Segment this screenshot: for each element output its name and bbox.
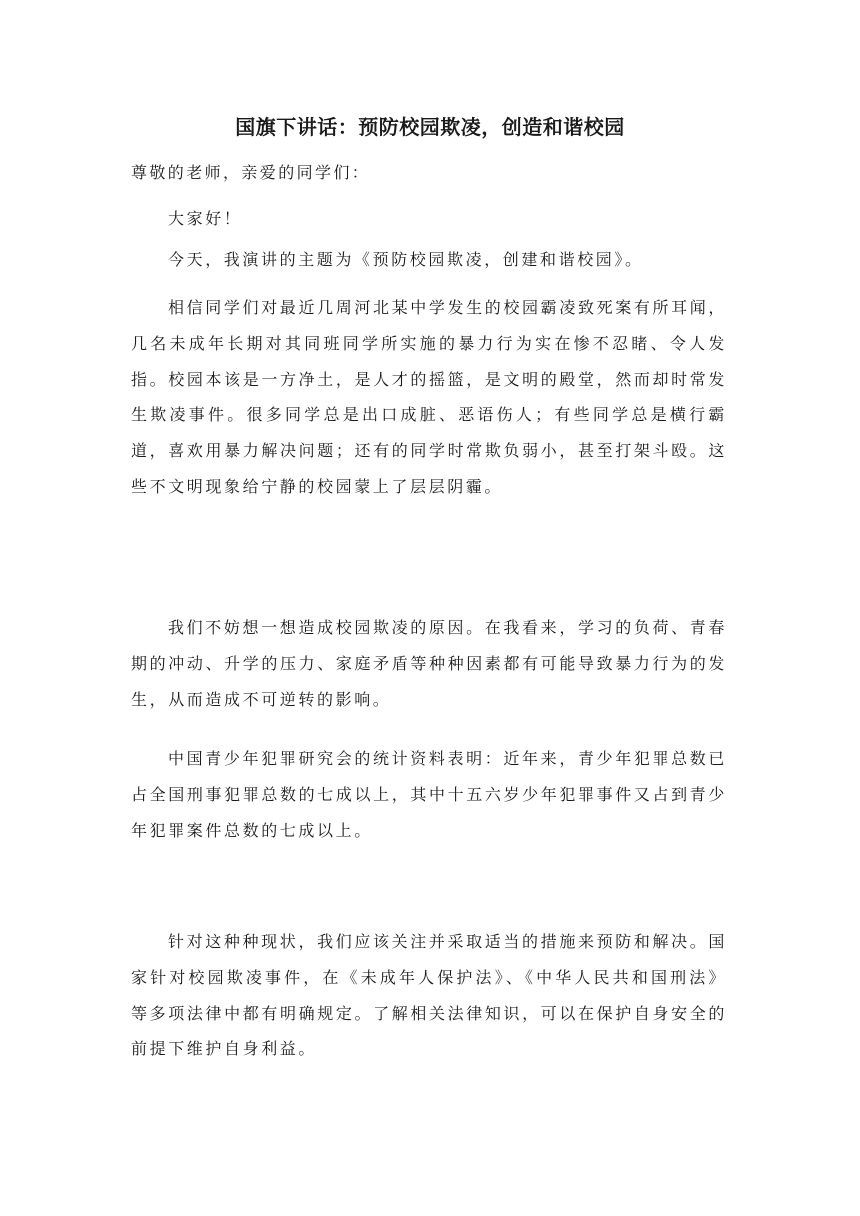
paragraph-measures: 针对这种种现状，我们应该关注并采取适当的措施来预防和解决。国家针对校园欺凌事件，在《未成年人保护法》、《中华人民共和国刑法》等多项法律中都有明确规定。了解相关法律知识，可以在保护自身安全的前提下维护自身利益。 [131, 932, 727, 1059]
paragraph-incident: 相信同学们对最近几周河北某中学发生的校园霸凌致死案有所耳闻，几名未成年长期对其同班同学所实施的暴力行为实在惨不忍睹、令人发指。校园本该是一方净土，是人才的摇篮，是文明的殿堂，然而却时常发生欺凌事件。很多同学总是出口成脏、恶语伤人；有些同学总是横行霸道，喜欢用暴力解决问题；还有的同学时常欺负弱小，甚至打架斗殴。这些不文明现象给宁静的校园蒙上了层层阴霾。 [131, 298, 727, 496]
page-title: 国旗下讲话：预防校园欺凌，创造和谐校园 [235, 115, 625, 139]
paragraph-greeting: 大家好！ [168, 209, 243, 228]
paragraph-causes: 我们不妨想一想造成校园欺凌的原因。在我看来，学习的负荷、青春期的冲动、升学的压力、家庭矛盾等种种因素都有可能导致暴力行为的发生，从而造成不可逆转的影响。 [131, 618, 727, 709]
paragraph-topic: 今天，我演讲的主题为《预防校园欺凌，创建和谐校园》。 [168, 250, 644, 269]
salutation: 尊敬的老师，亲爱的同学们： [131, 163, 371, 182]
paragraph-statistics: 中国青少年犯罪研究会的统计资料表明：近年来，青少年犯罪总数已占全国刑事犯罪总数的七成以上，其中十五六岁少年犯罪事件又占到青少年犯罪案件总数的七成以上。 [131, 749, 727, 840]
